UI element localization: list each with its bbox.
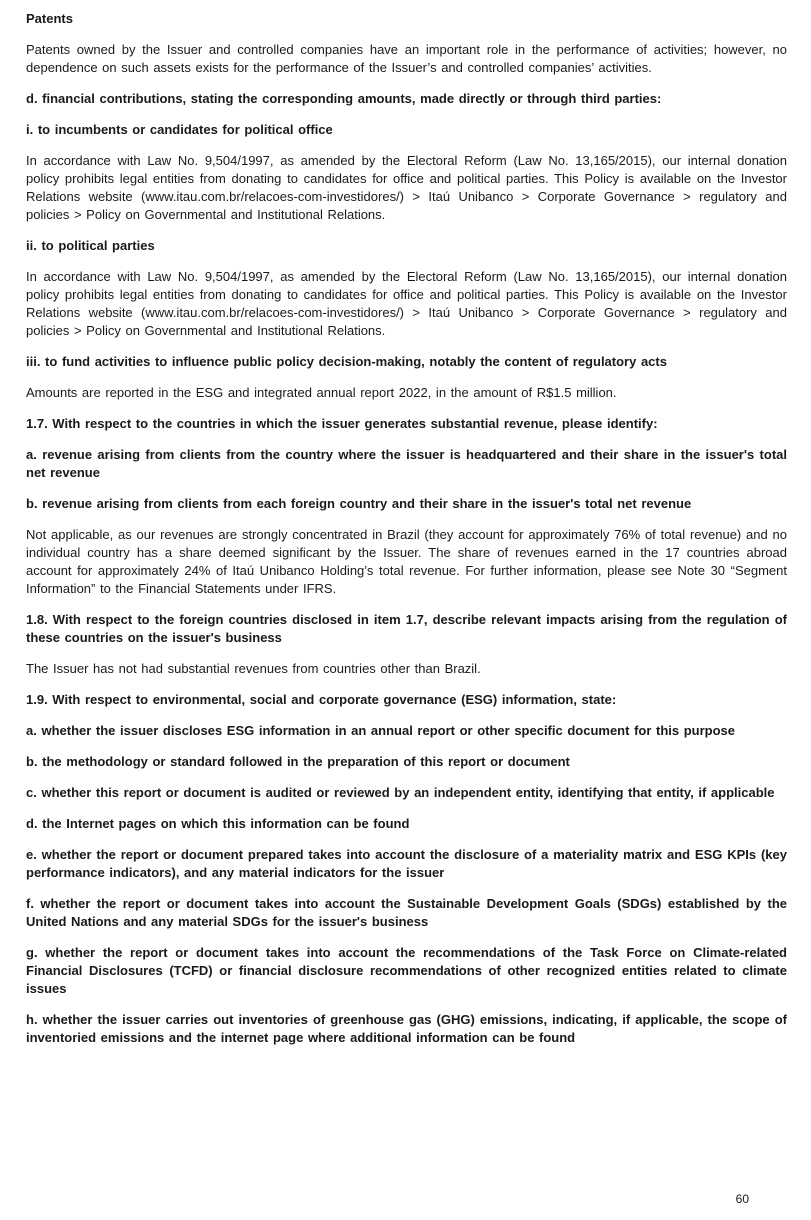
- heading-1-9-a-esg-disclosure: a. whether the issuer discloses ESG information in an annual report or other specific document for this purpose: [26, 723, 736, 738]
- para-1-8-answer: The Issuer has not had substantial revenues from countries other than Brazil.: [26, 661, 481, 676]
- para-political-parties: In accordance with Law No. 9,504/1997, as amended by the Electoral Reform (Law No. 13,165/2015), our internal donation policy prohibits legal entities from donating to candidates for office and political parties. This Policy is available on the Investor Relations website (www.itau.com.br/relacoes-com-investidores/) > Itaú Unibanco > Corporate Governance > regulatory and policies > Policy on Governmental and Institutional Relations.: [26, 269, 787, 338]
- page-number: 60: [735, 1192, 749, 1206]
- heading-1-7-b-foreign-revenue: b. revenue arising from clients from each foreign country and their share in the issuer's total net revenue: [26, 496, 692, 511]
- heading-1-9-b-methodology: b. the methodology or standard followed in the preparation of this report or document: [26, 754, 570, 769]
- heading-iii-public-policy: iii. to fund activities to influence public policy decision-making, notably the content of regulatory acts: [26, 354, 667, 369]
- heading-i-political-office: i. to incumbents or candidates for political office: [26, 122, 333, 137]
- para-regulatory-amounts: Amounts are reported in the ESG and integrated annual report 2022, in the amount of R$1.5 million.: [26, 385, 617, 400]
- heading-1-9-g-tcfd: g. whether the report or document takes into account the recommendations of the Task Force on Climate-related Financial Disclosures (TCFD) or financial disclosure recommendations of other recognized entities related to climate issues: [26, 945, 787, 996]
- heading-patents: Patents: [26, 11, 73, 26]
- heading-ii-political-parties: ii. to political parties: [26, 238, 155, 253]
- heading-1-9-f-sdgs: f. whether the report or document takes into account the Sustainable Development Goals (SDGs) established by the United Nations and any material SDGs for the issuer's business: [26, 896, 787, 929]
- heading-1-9-e-materiality-matrix: e. whether the report or document prepared takes into account the disclosure of a materiality matrix and ESG KPIs (key performance indicators), and any material indicators for the issuer: [26, 847, 787, 880]
- heading-item-1-7: 1.7. With respect to the countries in which the issuer generates substantial revenue, please identify:: [26, 416, 658, 431]
- para-patents: Patents owned by the Issuer and controlled companies have an important role in the performance of activities; however, no dependence on such assets exists for the performance of the Issuer’s and controlled companies’ activities.: [26, 42, 787, 75]
- heading-1-9-h-ghg-inventories: h. whether the issuer carries out inventories of greenhouse gas (GHG) emissions, indicating, if applicable, the scope of inventoried emissions and the internet page where additional information can be found: [26, 1012, 787, 1045]
- heading-d-financial-contributions: d. financial contributions, stating the corresponding amounts, made directly or through third parties:: [26, 91, 662, 106]
- heading-1-9-d-internet-pages: d. the Internet pages on which this information can be found: [26, 816, 410, 831]
- heading-item-1-9: 1.9. With respect to environmental, social and corporate governance (ESG) information, state:: [26, 692, 617, 707]
- para-political-office: In accordance with Law No. 9,504/1997, as amended by the Electoral Reform (Law No. 13,165/2015), our internal donation policy prohibits legal entities from donating to candidates for office and political parties. This Policy is available on the Investor Relations website (www.itau.com.br/relacoes-com-investidores/) > Itaú Unibanco > Corporate Governance > regulatory and policies > Policy on Governmental and Institutional Relations.: [26, 153, 787, 222]
- para-revenue-concentration: Not applicable, as our revenues are strongly concentrated in Brazil (they account for approximately 76% of total revenue) and no individual country has a share deemed significant by the Issuer. The share of revenues earned in the 17 countries abroad account for approximately 24% of Itaú Unibanco Holding’s total revenue. For further information, please see Note 30 “Segment Information” to the Financial Statements under IFRS.: [26, 527, 787, 596]
- heading-item-1-8: 1.8. With respect to the foreign countries disclosed in item 1.7, describe relevant impacts arising from the regulation of these countries on the issuer's business: [26, 612, 787, 645]
- heading-1-9-c-audit: c. whether this report or document is audited or reviewed by an independent entity, identifying that entity, if applicable: [26, 785, 775, 800]
- heading-1-7-a-domestic-revenue: a. revenue arising from clients from the country where the issuer is headquartered and their share in the issuer's total net revenue: [26, 447, 787, 480]
